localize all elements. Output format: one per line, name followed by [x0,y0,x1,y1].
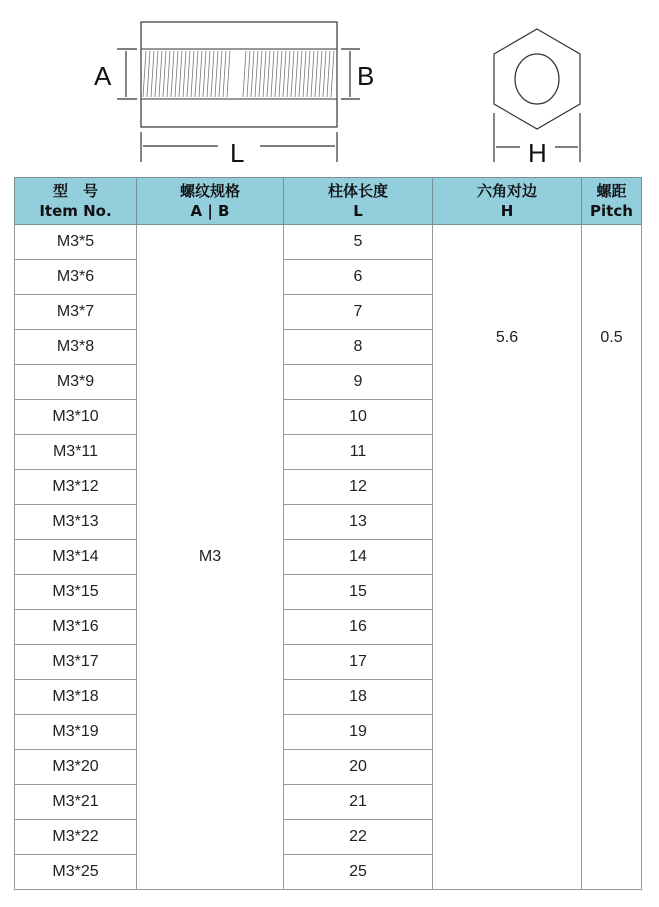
length: 12 [284,470,433,505]
column-header [284,178,433,225]
length: 19 [284,715,433,750]
dimension-label-a: A [94,61,112,91]
length: 21 [284,785,433,820]
header-en: L [353,202,363,220]
item-no: M3*11 [15,435,137,470]
length: 6 [284,260,433,295]
length: 14 [284,540,433,575]
length: 15 [284,575,433,610]
hex-size: 5.6 [433,225,582,890]
length: 20 [284,750,433,785]
item-no: M3*13 [15,505,137,540]
item-no: M3*16 [15,610,137,645]
item-no: M3*22 [15,820,137,855]
dimension-label-b: B [357,61,375,91]
header-en: H [500,202,514,220]
item-no: M3*21 [15,785,137,820]
item-no: M3*20 [15,750,137,785]
item-no: M3*8 [15,330,137,365]
item-no: M3*17 [15,645,137,680]
length: 11 [284,435,433,470]
item-no: M3*14 [15,540,137,575]
length: 25 [284,855,433,890]
dimension-label-l: L [230,138,245,168]
header-cn: 型 号 [52,182,98,200]
header-cn: 柱体长度 [327,182,388,200]
pitch: 0.5 [582,225,642,890]
length: 22 [284,820,433,855]
item-no: M3*7 [15,295,137,330]
item-no: M3*19 [15,715,137,750]
item-no: M3*9 [15,365,137,400]
length: 17 [284,645,433,680]
length: 13 [284,505,433,540]
header-en: Item No. [39,202,112,220]
header-en: A | B [190,202,230,220]
spec-table [14,177,642,890]
length: 9 [284,365,433,400]
column-header [137,178,284,225]
dimension-label-h: H [528,138,547,168]
length: 8 [284,330,433,365]
header-cn: 螺纹规格 [179,182,240,200]
thread-spec: M3 [137,225,284,890]
item-no: M3*12 [15,470,137,505]
item-no: M3*10 [15,400,137,435]
column-header [433,178,582,225]
column-header [582,178,642,225]
item-no: M3*5 [15,225,137,260]
item-no: M3*18 [15,680,137,715]
item-no: M3*25 [15,855,137,890]
column-header [15,178,137,225]
length: 16 [284,610,433,645]
length: 7 [284,295,433,330]
standoff-dimension-diagram [0,0,659,170]
header-cn: 螺距 [596,182,627,200]
header-en: Pitch [590,202,633,220]
item-no: M3*15 [15,575,137,610]
length: 5 [284,225,433,260]
header-cn: 六角对边 [476,182,537,200]
length: 10 [284,400,433,435]
table-row [15,225,642,260]
length: 18 [284,680,433,715]
item-no: M3*6 [15,260,137,295]
